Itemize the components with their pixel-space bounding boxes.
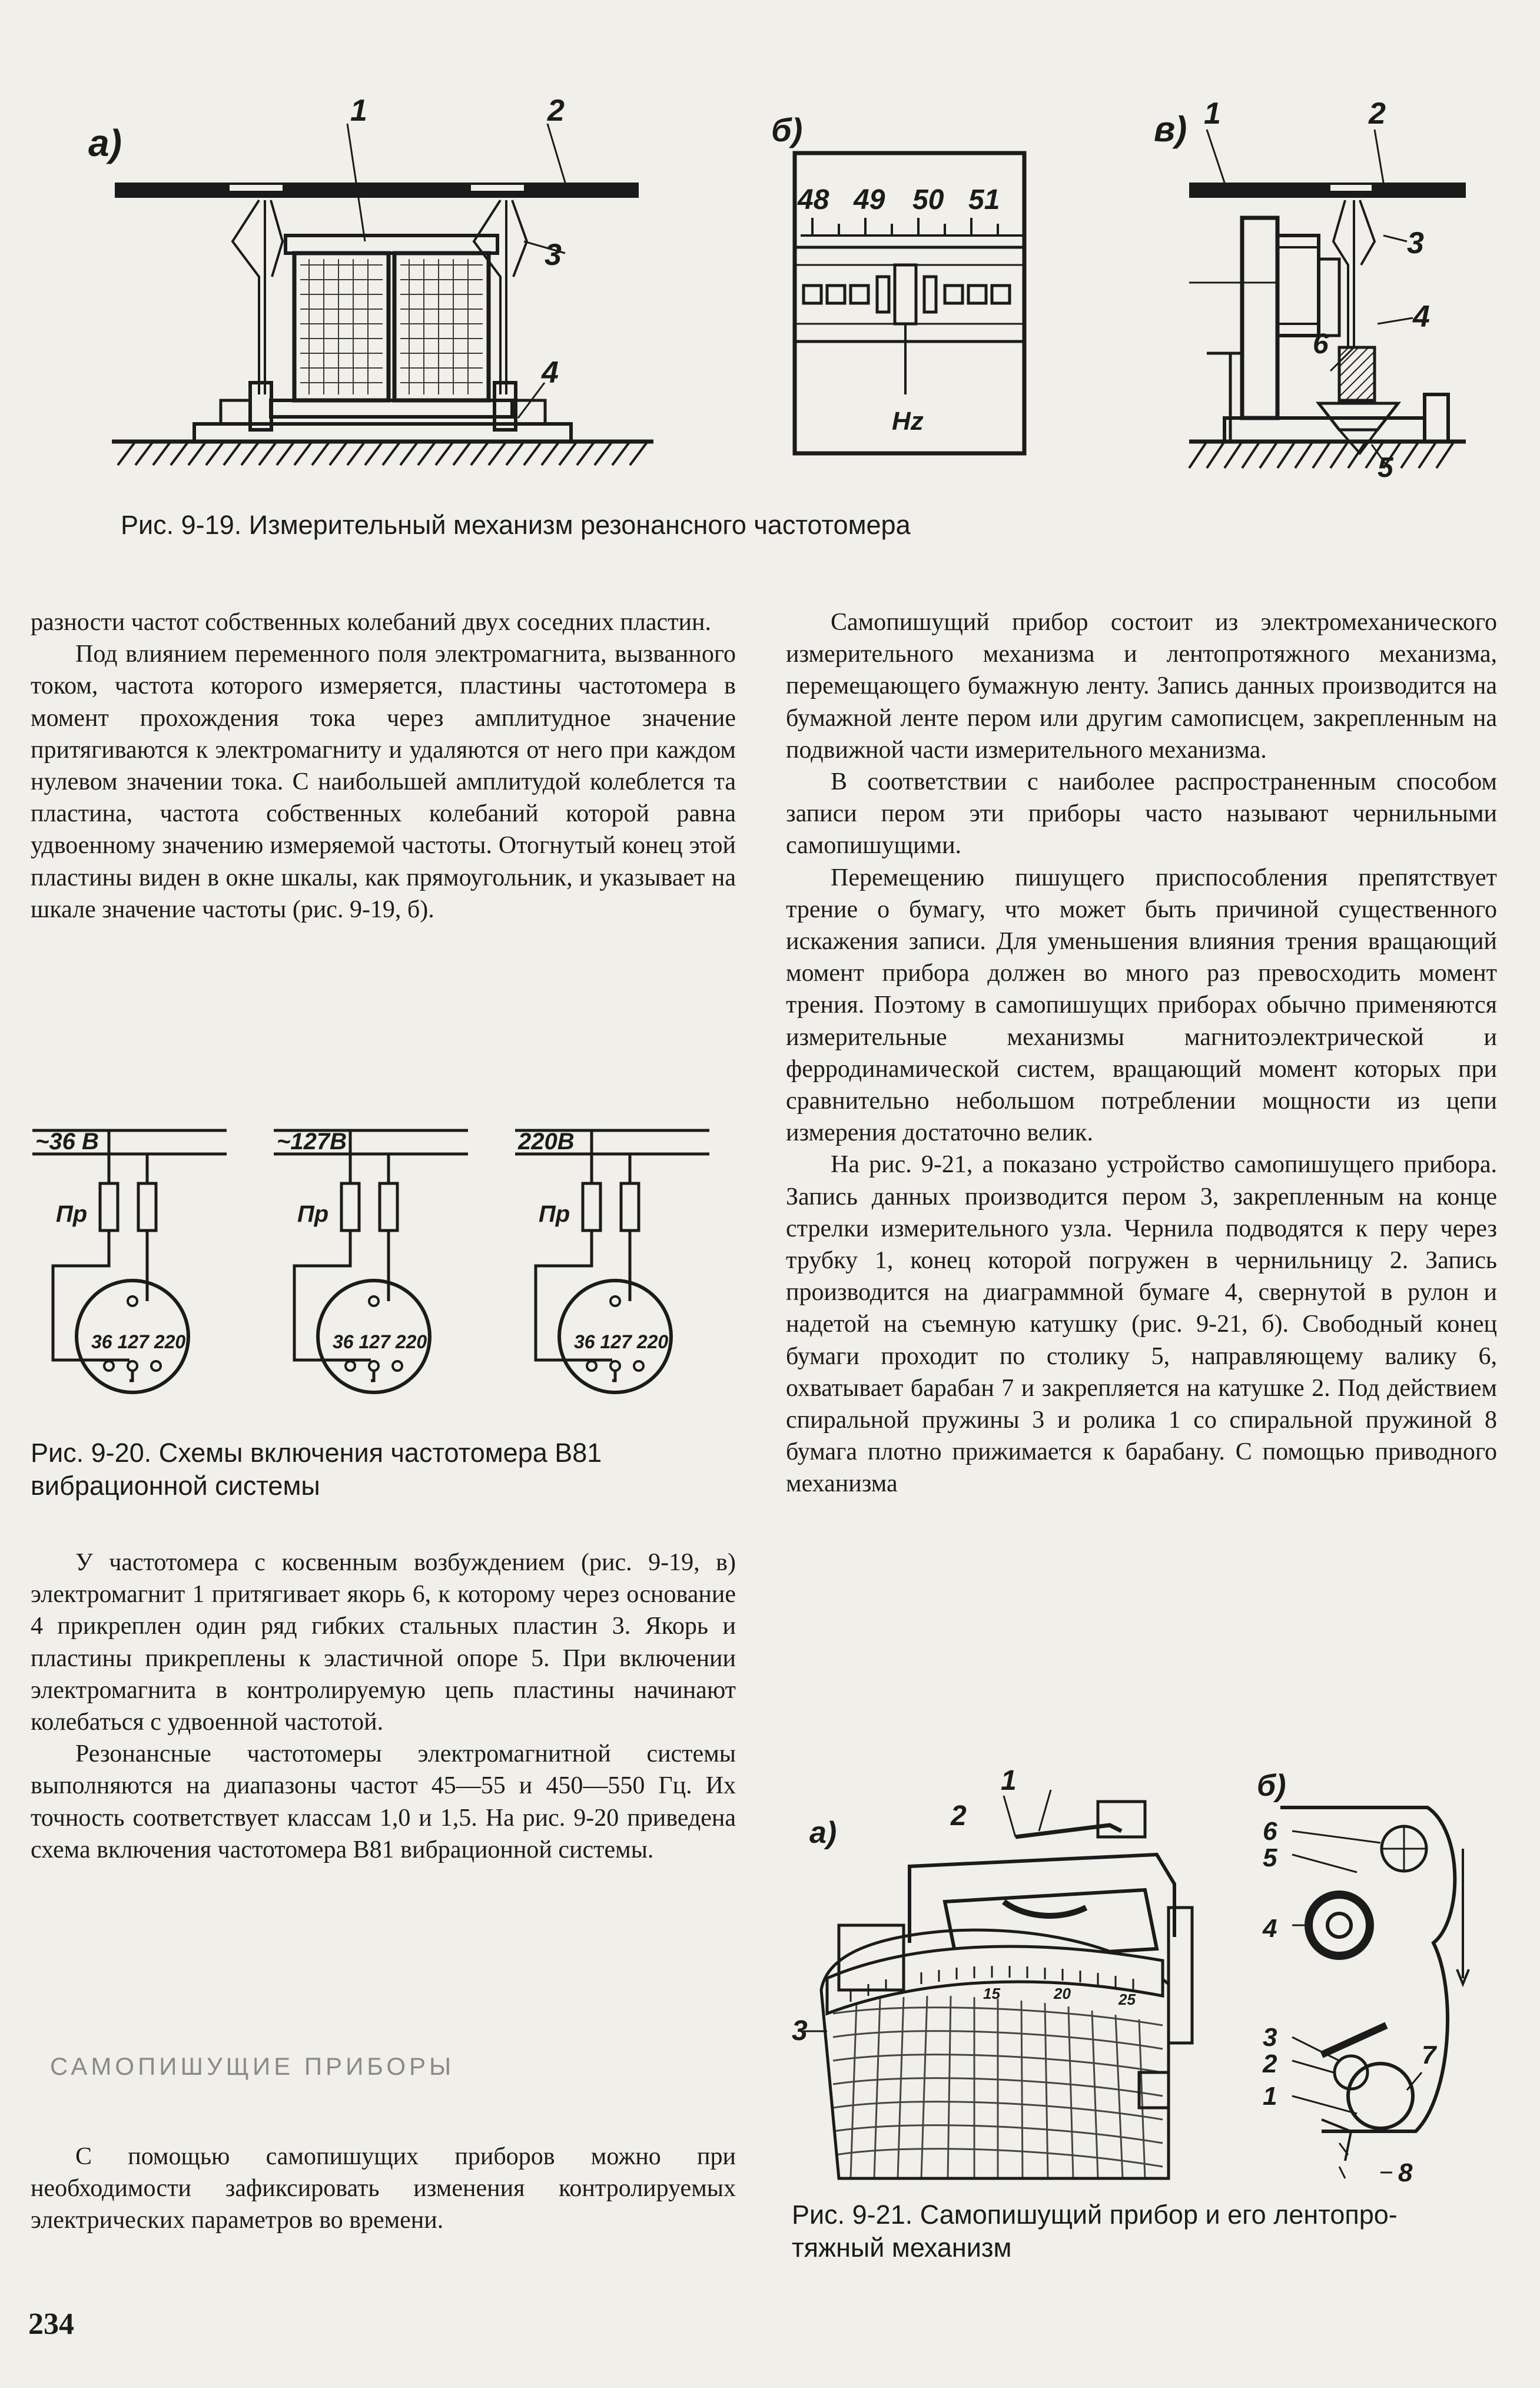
fig-9-21b-label-4: 4 [1263, 1914, 1277, 1943]
fig-9-21b-label-5: 5 [1263, 1843, 1277, 1872]
left-para-1: разности частот собственных колебаний двух соседних пластин. [31, 609, 711, 636]
fig-9-21b-label-1: 1 [1263, 2082, 1277, 2111]
circuit-fuse-1: Пр [56, 1201, 88, 1227]
right-column [786, 606, 1497, 1500]
left-column-top [31, 606, 736, 926]
fig-9-20-caption-line1: Рис. 9-20. Схемы включения частотомера В81 [31, 1438, 602, 1468]
right-para-1: Самопишущий прибор состоит из электромеханического измерительного механизма и лентопротяжного механизма, перемещающего бумажную ленту. Запись данных производится на бумажной ленте пером или другим самописцем, закрепленным на подвижной части измерительного механизма. [786, 609, 1497, 764]
fig-9-21b [1257, 1769, 1469, 2187]
fig-9-21a-label-3: 3 [792, 2015, 808, 2047]
fig-9-20-caption-line2: вибрационной системы [31, 1471, 320, 1501]
fig-9-19v-letter: в) [1154, 110, 1187, 149]
fig-9-19a-label-4: 4 [542, 356, 559, 390]
fig-9-19b-unit: Hz [892, 407, 924, 436]
fig-9-19b [771, 111, 1024, 453]
fig-9-21a-label-2: 2 [951, 1800, 967, 1832]
left-column-bottom [31, 1547, 736, 1866]
fig-9-19-caption: Рис. 9-19. Измерительный механизм резонансного частотомера [121, 510, 911, 540]
circuit-taps-3: 36 127 220 [574, 1331, 669, 1352]
fig-9-19v-label-2: 2 [1369, 97, 1386, 131]
fig-9-19b-scale-50: 50 [912, 184, 944, 215]
circuit-voltage-2: ~127В [277, 1129, 347, 1155]
circuit-2 [274, 1129, 468, 1392]
fig-9-21b-label-7: 7 [1422, 2041, 1436, 2069]
left-para-5: С помощью самопишущих приборов можно при необходимости зафиксировать изменения контролируемых электрических параметров во времени. [31, 2143, 736, 2234]
fig-9-21a [792, 1766, 1192, 2178]
fig-9-19b-scale-48: 48 [798, 184, 829, 215]
fig-9-21b-label-3: 3 [1263, 2023, 1277, 2052]
fig-9-19v-label-5: 5 [1378, 452, 1393, 483]
fig-9-19b-scale-51: 51 [968, 184, 1000, 215]
fig-9-21a-scale-15: 15 [983, 1985, 1000, 2002]
left-column-end [31, 2141, 736, 2237]
circuit-1 [32, 1129, 227, 1392]
fig-9-21b-letter: б) [1257, 1769, 1286, 1803]
fig-9-19v-label-4: 4 [1413, 300, 1430, 334]
fig-9-20-caption [31, 1437, 737, 1503]
right-para-2: В соответствии с наиболее распространенным способом записи пером эти приборы часто называют чернильными самопишущими. [786, 768, 1497, 860]
fig-9-19v-label-6: 6 [1313, 329, 1329, 360]
figure-9-20 [32, 1113, 739, 1401]
left-para-4: Резонансные частотомеры электромагнитной системы выполняются на диапазоны частот 45—55 и 450—550 Гц. Их точность соответствует классам 1,0 и 1,5. На рис. 9-20 приведена схема включения частотомера В81 вибрационной системы. [31, 1740, 736, 1863]
figure-9-19 [88, 88, 1489, 489]
fig-9-21a-scale-20: 20 [1054, 1985, 1071, 2002]
fig-9-19v-label-3: 3 [1407, 226, 1424, 260]
fig-9-19a-label-3: 3 [545, 238, 562, 272]
circuit-fuse-3: Пр [539, 1201, 570, 1227]
fig-9-21-caption-line1: Рис. 9-21. Самопишущий прибор и его лентопро- [792, 2200, 1398, 2230]
circuit-taps-2: 36 127 220 [333, 1331, 427, 1352]
fig-9-19b-scale-49: 49 [854, 184, 885, 215]
fig-9-19v-label-1: 1 [1204, 97, 1221, 131]
circuit-voltage-3: 220В [518, 1129, 575, 1155]
left-para-2: Под влиянием переменного поля электромагнита, вызванного током, частота которого измеряется, пластины частотомера в момент прохождения тока через амплитудное значение притягиваются к электромагниту и удаляются от него при каждом нулевом значении тока. С наибольшей амплитудой колеблется та пластина, частота собственных колебаний которой равна удвоенному значению измеряемой частоты. Отогнутый конец этой пластины виден в окне шкалы, как прямоугольник, и указывает на шкале значение частоты (рис. 9-19, б). [31, 641, 736, 923]
figure-9-21 [792, 1766, 1516, 2190]
fig-9-19a-label-2: 2 [547, 94, 565, 128]
circuit-fuse-2: Пр [297, 1201, 329, 1227]
fig-9-21a-letter: а) [809, 1816, 837, 1850]
fig-9-21-caption [792, 2198, 1510, 2264]
right-para-3: Перемещению пишущего приспособления препятствует трение о бумагу, что может быть причиной существенного искажения записи. Для уменьшения влияния трения вращающий момент прибора должен во много раз превосходить момент трения. Поэтому в самопишущих приборах обычно применяются измерительные механизмы магнитоэлектрической и ферродинамической систем, вращающий момент которых при сравнительно небольшом потреблении мощности из цепи измерения достаточно велик. [786, 864, 1497, 1147]
left-para-3: У частотомера с косвенным возбуждением (рис. 9-19, в) электромагнит 1 притягивает якорь 6, к которому через основание 4 прикреплен один ряд гибких стальных пластин 3. Якорь и пластины прикреплены к эластичной опоре 5. При включении электромагнита в контролируемую цепь пластины начинают колебаться с удвоенной частотой. [31, 1549, 736, 1736]
section-heading: САМОПИШУЩИЕ ПРИБОРЫ [50, 2052, 455, 2080]
fig-9-21b-label-2: 2 [1263, 2049, 1277, 2078]
fig-9-19a [88, 94, 653, 465]
fig-9-19a-label-1: 1 [350, 94, 367, 128]
fig-9-21b-label-8: 8 [1398, 2158, 1413, 2187]
fig-9-21b-label-6: 6 [1263, 1817, 1277, 1846]
circuit-3 [515, 1129, 709, 1392]
fig-9-21a-label-1: 1 [1001, 1766, 1017, 1796]
fig-9-19a-letter: а) [88, 122, 122, 164]
circuit-taps-1: 36 127 220 [91, 1331, 186, 1352]
fig-9-19v [1154, 97, 1466, 483]
circuit-voltage-1: ~36 В [35, 1129, 99, 1155]
fig-9-21-caption-line2: тяжный механизм [792, 2233, 1012, 2263]
fig-9-21a-scale-25: 25 [1119, 1991, 1136, 2008]
right-para-4: На рис. 9-21, а показано устройство самопишущего прибора. Запись данных производится пером 3, закрепленным на конце стрелки измерительного узла. Чернила подводятся к перу через трубку 1, конец которой погружен в чернильницу 2. Запись производится на диаграммной бумаге 4, свернутой в рулон и надетой на съемную катушку (рис. 9-21, б). Свободный конец бумаги проходит по столику 5, направляющему валику 6, охватывает барабан 7 и закрепляется на катушке 2. Под действием спиральной пружины 3 и ролика 1 со спиральной пружиной 8 бумага плотно прижимается к барабану. С помощью приводного механизма [786, 1151, 1497, 1498]
page-number: 234 [28, 2307, 74, 2341]
fig-9-19b-letter: б) [771, 111, 803, 148]
